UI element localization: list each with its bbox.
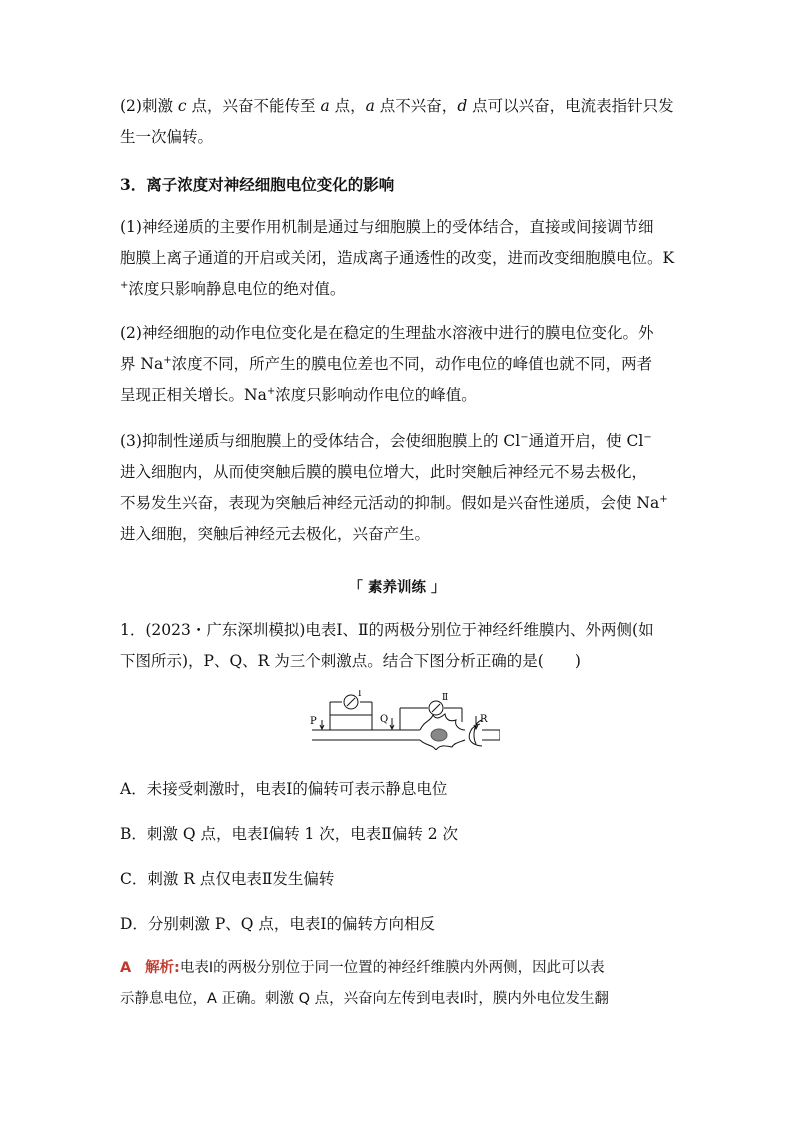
label-Q: Q [380,714,389,725]
option-d: D．分别刺激 P、Q 点，电表Ⅰ的偏转方向相反 [120,915,436,933]
para-3-1-line-1: (1)神经递质的主要作用机制是通过与细胞膜上的受体结合，直接或间接调节细 [120,218,654,236]
answer-line-2: 示静息电位，A 正确。刺激 Q 点，兴奋向左传到电表Ⅰ时，膜内外电位发生翻 [120,991,609,1007]
option-b: B．刺激 Q 点，电表Ⅰ偏转 1 次，电表Ⅱ偏转 2 次 [120,825,459,843]
para-3-2-line-2: 界 Na+浓度不同，所产生的膜电位差也不同，动作电位的峰值也就不同，两者 [120,355,653,373]
label-meter-2: Ⅱ [442,693,449,703]
answer-label: 解析: [145,960,180,976]
label-P: P [310,716,317,727]
answer-line-1: A 解析:电表Ⅰ的两极分别位于同一位置的神经纤维膜内外两侧，因此可以表 [120,960,605,976]
para-3-3-line-4: 进入细胞，突触后神经元去极化，兴奋产生。 [120,525,431,543]
nerve-fiber-diagram [300,690,500,750]
para-3-1-line-2: 胞膜上离子通道的开启或关闭，造成离子通透性的改变，进而改变细胞膜电位。K [120,249,675,267]
option-a: A．未接受刺激时，电表Ⅰ的偏转可表示静息电位 [120,780,448,798]
para-2-line-1: (2)刺激 c 点，兴奋不能传至 a 点，a 点不兴奋，d 点可以兴奋，电流表指针只发 [120,97,674,115]
option-c: C．刺激 R 点仅电表Ⅱ发生偏转 [120,870,335,888]
para-3-2-line-3: 呈现正相关增长。Na+浓度只影响动作电位的峰值。 [120,386,477,404]
para-3-3-line-3: 不易发生兴奋，表现为突触后神经元活动的抑制。假如是兴奋性递质，会使 Na+ [120,494,668,512]
para-3-3-line-2: 进入细胞内，从而使突触后膜的膜电位增大，此时突触后神经元不易去极化， [120,463,648,481]
section-title: 「 素养训练 」 [348,579,446,596]
answer-letter: A [120,960,132,976]
section-heading-3: 3．离子浓度对神经细胞电位变化的影响 [120,175,395,194]
para-3-1-line-3: +浓度只影响静息电位的绝对值。 [120,280,346,298]
question-line-1: 1．(2023・广东深圳模拟)电表Ⅰ、Ⅱ的两极分别位于神经纤维膜内、外两侧(如 [120,621,654,639]
para-3-2-line-1: (2)神经细胞的动作电位变化是在稳定的生理盐水溶液中进行的膜电位变化。外 [120,324,654,342]
question-line-2: 下图所示)，P、Q、R 为三个刺激点。结合下图分析正确的是( ) [120,652,581,670]
label-meter-1: Ⅰ [358,690,362,699]
para-2-line-2: 生一次偏转。 [120,128,214,146]
para-3-3-line-1: (3)抑制性递质与细胞膜上的受体结合，会使细胞膜上的 Cl−通道开启，使 Cl− [120,432,652,450]
label-R: R [480,714,488,725]
